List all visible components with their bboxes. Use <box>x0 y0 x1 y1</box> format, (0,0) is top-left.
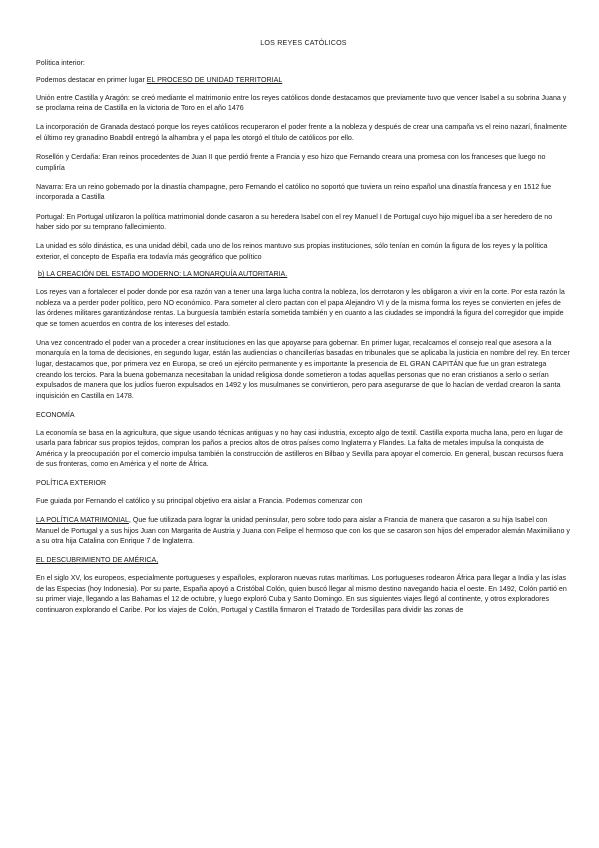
unidad-territorial-link: EL PROCESO DE UNIDAD TERRITORIAL <box>146 76 283 85</box>
paragraph-poder: Los reyes van a fortalecer el poder donde por esa razón van a tener una larga lucha contra la nobleza, los derrotaron y les obligaron a vivir en la corte. Por esta razón la nobleza va a perder poder político, pero NO económico. Para someter al clero pactan con el papa Alejandro VI y de la misma forma los reyes se convierten en jefes de las órdenes militares garantizándose rentas. La burguesía también estaría sometida también y en cuanto a las ciudades se impondrá la figura del corregidor que impide que se tomen acuerdos en contra de los intereses del estado. <box>36 288 565 328</box>
intro-paragraph <box>36 75 571 86</box>
paragraph-politica-exterior: Fue guiada por Fernando el católico y su principal objetivo era aislar a Francia. Podemos comenzar con <box>36 497 363 505</box>
paragraph-rosellon: Rosellón y Cerdaña: Eran reinos procedentes de Juan II que perdió frente a Francia y eso hizo que Fernando creara una promesa con los franceses que luego no cumpliría <box>36 153 546 172</box>
heading-politica-interior: Política interior: <box>36 58 85 67</box>
heading-estado-moderno: b) LA CREACIÓN DEL ESTADO MODERNO: LA MONARQUÍA AUTORITARIA. <box>38 270 288 279</box>
heading-descubrimiento: EL DESCUBRIMIENTO DE AMÉRICA, <box>36 556 159 565</box>
paragraph-descubrimiento: En el siglo XV, los europeos, especialmente portugueses y españoles, exploraron nuevas rutas marítimas. Los portugueses rodearon África para llegar a India y las islas de las Especias (hoy Indonesia). Por su parte, España apoyó a Cristóbal Colón, quien buscó llegar al mismo destino navegando hacia el oeste. En 1492, Colón partió en su primer viaje, llegando a las Bahamas el 12 de octubre, y luego exploró Cuba y Santo Domingo. En sus siguientes viajes llegó al continente, y otros exploradores continuaron explorando el Caribe. Por los viajes de Colón, Portugal y Castilla firmaron el Tratado de Tordesillas para dividir las zonas de <box>36 573 567 614</box>
paragraph-castilla-aragon: Unión entre Castilla y Aragón: se creó mediante el matrimonio entre los reyes católicos donde destacamos que previamente tuvo que vencer Isabel a su sobrina Juana y se proclama reina de Castilla en la victoria de Toro en el año 1476 <box>36 93 567 113</box>
paragraph-navarra: Navarra: Era un reino gobernado por la dinastía champagne, pero Fernando el católico no soportó que tuviera un reino español una dinastía francesa y en 1512 fue incorporada a Castilla <box>36 182 552 202</box>
paragraph-instituciones: Una vez concentrado el poder van a proceder a crear instituciones en las que apoyarse para gobernar. En primer lugar, recalcamos el consejo real que asesora a la monarquía en la toma de decisiones, en segundo lugar, están las audiencias o chancillerías basadas en tribunales que se aplicaba la justicia en nombre del rey. En tercer lugar, destacamos que, por primera vez en Europa, se creó un ejército permanente y es importante la presencia de EL GRAN CAPITÁN que fue un gran estratega creando los tercios. Para la buena gobernanza necesitaban la unidad religiosa donde sometieron a todas aquellas personas que no eran cristianos a serlo o serían expulsados de manera que los judíos fueron expulsados en 1492 y los musulmanes se convirtieron, pero para asegurarse de que lo hacían de verdad crearon la santa inquisición en Castilla en 1478. <box>36 338 570 400</box>
paragraph-granada: La incorporación de Granada destacó porque los reyes católicos recuperaron el poder frente a la nobleza y después de crear una campaña vs el reino nazarí, finalmente el último rey granadino Boabdil entregó la alhambra y el papa les otorgó el título de católicos por ello. <box>36 123 567 143</box>
heading-politica-exterior: POLÍTICA EXTERIOR <box>36 479 107 488</box>
intro-text: Podemos destacar en primer lugar <box>36 76 147 85</box>
heading-economia: ECONOMÍA <box>36 410 75 419</box>
paragraph-economia: La economía se basa en la agricultura, que sigue usando técnicas antiguas y no hay casi industria, excepto algo de textil. Castilla exporta mucha lana, pero en lugar de usarla para fabricar sus propios tejidos, compran los paños a precios altos de otros países como Inglaterra y Flandes. La falta de metales impulsa la conquista de América y la preocupación por el comercio impulsa también la construcción de astilleros en Bilbao y Sevilla para apoyar el comercio. En general, buscan recursos fuera de sus fronteras, como en América y el norte de África. <box>36 428 564 469</box>
paragraph-politica-matrimonial <box>36 515 571 547</box>
politica-matrimonial-text: , Que fue utilizada para lograr la unidad peninsular, pero sobre todo para aislar a Francia de manera que casaron a su hija Isabel con Manuel de Portugal y a sus hijos Juan con Margarita de Austria y Juana con Felipe el hermoso que con los que se casaron son hijos del emperador alemán Maximiliano y a su otra hija Catalina con Enrique 7 de Inglaterra. <box>36 516 570 546</box>
paragraph-portugal: Portugal: En Portugal utilizaron la política matrimonial donde casaron a su heredera Isabel con el rey Manuel I de Portugal cuyo hijo miguel iba a ser heredero de no haber sido por su temprano fallecimiento. <box>36 212 553 232</box>
document-title: LOS REYES CATÓLICOS <box>260 39 347 47</box>
politica-matrimonial-link: LA POLÍTICA MATRIMONIAL <box>36 516 129 525</box>
paragraph-unidad-dinastica: La unidad es sólo dinástica, es una unidad débil, cada uno de los reinos mantuvo sus propias instituciones, sólo tenían en común la figura de los reyes y la política exterior, el concepto de España era todavía más geográfico que político <box>36 242 548 261</box>
